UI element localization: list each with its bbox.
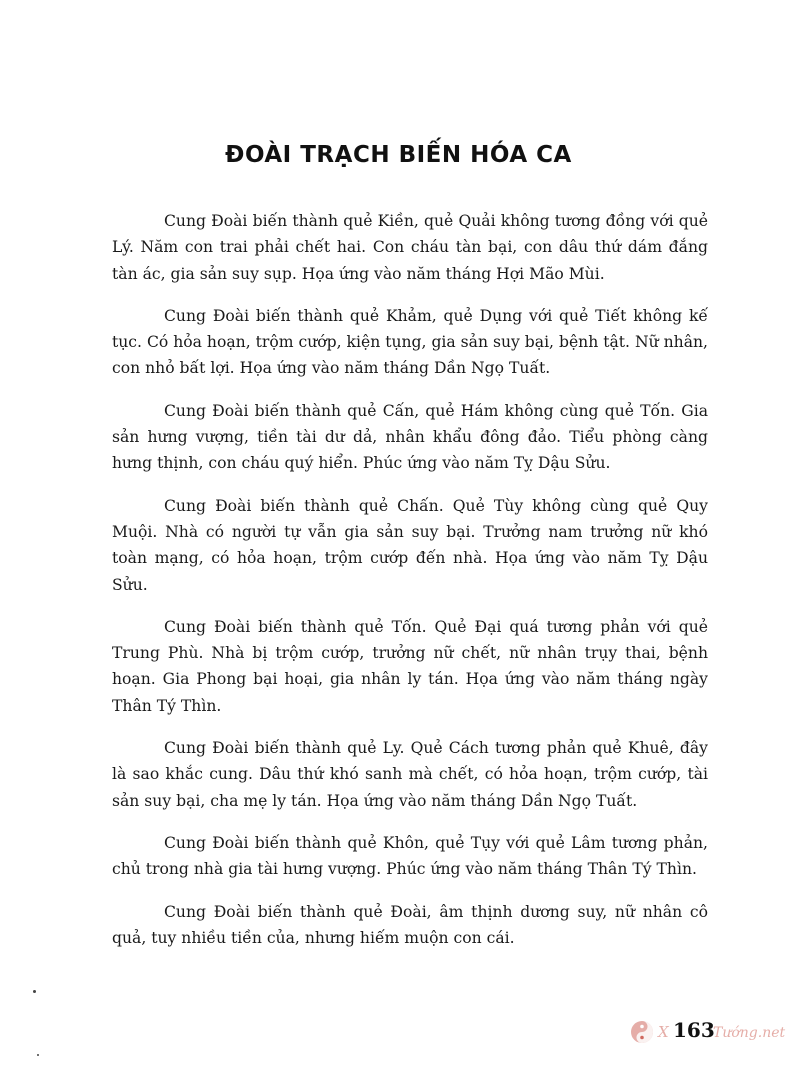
scan-speck: [37, 1054, 39, 1056]
page-number: 163: [673, 1018, 715, 1042]
page-title: ĐOÀI TRẠCH BIẾN HÓA CA: [225, 142, 572, 168]
svg-text:X: X: [658, 1023, 669, 1041]
paragraph-1: Cung Đoài biến thành quẻ Kiền, quẻ Quải không tương đồng với quẻ Lý. Năm con trai phải chết hai. Con cháu tàn bại, con dâu thứ dám đắng tàn ác, gia sản suy sụp. Họa ứng vào năm tháng Hợi Mão Mùi.: [112, 212, 708, 283]
paragraph-4: Cung Đoài biến thành quẻ Chấn. Quẻ Tùy không cùng quẻ Quy Muội. Nhà có người tự vẫn gia sản suy bại. Trưởng nam trưởng nữ khó toàn mạng, có hỏa hoạn, trộm cướp đến nhà. Họa ứng vào năm Tỵ Dậu Sửu.: [112, 496, 708, 594]
paragraph-2: Cung Đoài biến thành quẻ Khảm, quẻ Dụng với quẻ Tiết không kế tục. Có hỏa hoạn, trộm cướp, kiện tụng, gia sản suy bại, bệnh tật. Nữ nhân, con nhỏ bất lợi. Họa ứng vào năm tháng Dần Ngọ Tuất.: [112, 306, 708, 378]
yin-yang-icon: [631, 1021, 653, 1043]
paragraph-6: Cung Đoài biến thành quẻ Ly. Quẻ Cách tương phản quẻ Khuê, đây là sao khắc cung. Dâu thứ khó sanh mà chết, có hỏa hoạn, trộm cướp, tài sản suy bại, cha mẹ ly tán. Họa ứng vào năm tháng Dần Ngọ Tuất.: [112, 739, 708, 810]
svg-text:Tướng.net: Tướng.net: [713, 1025, 786, 1041]
paragraph-3: Cung Đoài biến thành quẻ Cấn, quẻ Hám không cùng quẻ Tốn. Gia sản hưng vượng, tiền tài dư dả, nhân khẩu đông đảo. Tiểu phòng càng hưng thịnh, con cháu quý hiển. Phúc ứng vào năm Tỵ Dậu Sửu.: [112, 401, 708, 473]
paragraph-5: Cung Đoài biến thành quẻ Tốn. Quẻ Đại quá tương phản với quẻ Trung Phù. Nhà bị trộm cướp, trưởng nữ chết, nữ nhân trụy thai, bệnh hoạn. Gia Phong bại hoại, gia nhân ly tán. Họa ứng vào năm tháng ngày Thân Tý Thìn.: [112, 617, 708, 715]
paragraph-7: Cung Đoài biến thành quẻ Khôn, quẻ Tụy với quẻ Lâm tương phản, chủ trong nhà gia tài hưng vượng. Phúc ứng vào năm tháng Thân Tý Thìn.: [112, 833, 708, 879]
paragraph-8: Cung Đoài biến thành quẻ Đoài, âm thịnh dương suy, nữ nhân cô quả, tuy nhiều tiền của, nhưng hiếm muộn con cái.: [112, 902, 708, 947]
scan-speck: [33, 990, 36, 993]
body-text: [112, 208, 708, 967]
